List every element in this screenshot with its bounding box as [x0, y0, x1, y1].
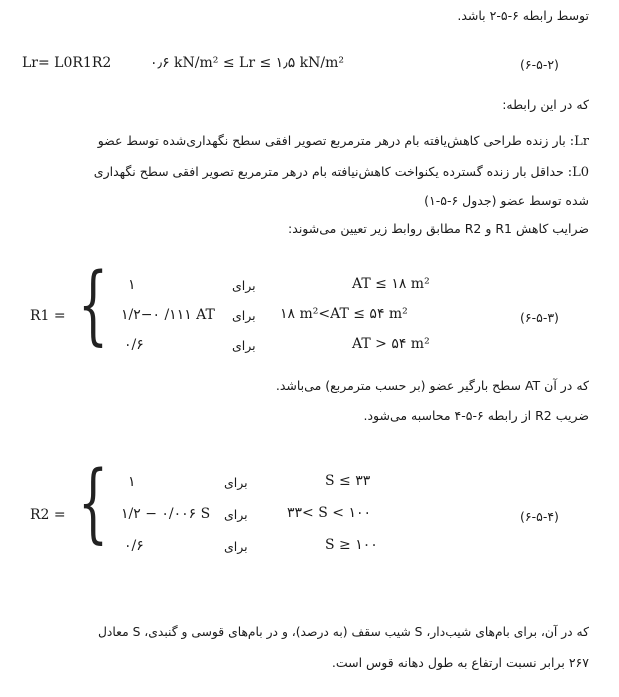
piecewise-value: ۱	[128, 277, 136, 293]
definition-text: حداقل بار زنده گسترده یکنواخت کاهش‌نیافته بام درهر مترمربع تصویر افقی سطح نگهداری	[93, 164, 568, 179]
piecewise-condition: S ≥ ۱۰۰	[325, 537, 378, 553]
piecewise-word: برای	[232, 308, 256, 323]
piecewise-word: برای	[224, 539, 248, 554]
equation-number: (۶-۵-۳)	[520, 310, 559, 325]
left-brace: {	[78, 255, 109, 355]
where-text: که در این رابطه:	[502, 97, 589, 112]
equation-range: ۰٫۶ kN/m² ≤ Lr ≤ ۱٫۵ kN/m²	[150, 55, 345, 71]
definition-l0-continuation: شده توسط عضو (جدول ۶-۵-۱)	[424, 193, 589, 208]
intro-text: توسط رابطه ۶-۵-۲ باشد.	[457, 8, 589, 23]
definition-symbol: Lr:	[569, 134, 589, 149]
equation-lhs: Lr= L0R1R2	[22, 55, 112, 71]
closing-text: که در آن، برای بام‌های شیب‌دار، S شیب سقف (به درصد)، و در بام‌های قوسی و گنبدی، S معادل	[97, 625, 589, 639]
piecewise-value: ۱/۲−۰ /۱۱۱ AT	[121, 307, 215, 323]
piecewise-word: برای	[224, 507, 248, 522]
r2-description: ضریب R2 از رابطه ۶-۵-۴ محاسبه می‌شود.	[363, 408, 589, 423]
definition-l0	[94, 164, 589, 180]
equation-lhs: R2 =	[30, 507, 66, 523]
closing-text: ۲۶۷ برابر نسبت ارتفاع به طول دهانه قوس است.	[331, 655, 589, 670]
piecewise-value: ۰/۶	[124, 337, 144, 353]
piecewise-word: برای	[232, 338, 256, 353]
equation-number: (۶-۵-۲)	[520, 57, 559, 72]
piecewise-value: ۰/۶	[124, 538, 144, 554]
coefficients-text: ضرایب کاهش R1 و R2 مطابق روابط زیر تعیین می‌شوند:	[288, 221, 589, 236]
definition-text: بار زنده طراحی کاهش‌یافته بام درهر مترمربع تصویر افقی سطح نگهداری‌شده توسط عضو	[97, 133, 570, 148]
definition-symbol: L0:	[567, 165, 589, 180]
equation-lhs: R1 =	[30, 308, 66, 324]
piecewise-value: ۱	[128, 474, 136, 490]
piecewise-value: ۱/۲ − ۰/۰۰۶ S	[121, 506, 211, 522]
piecewise-word: برای	[232, 278, 256, 293]
piecewise-condition: ۱۸ m²<AT ≤ ۵۴ m²	[280, 306, 408, 322]
equation-number: (۶-۵-۴)	[520, 509, 559, 524]
piecewise-condition: AT ≤ ۱۸ m²	[352, 276, 430, 292]
piecewise-condition: S ≤ ۳۳	[325, 473, 371, 489]
definition-lr	[98, 133, 589, 149]
piecewise-word: برای	[224, 475, 248, 490]
piecewise-condition: ۳۳< S < ۱۰۰	[287, 505, 371, 521]
left-brace: {	[78, 453, 109, 553]
piecewise-condition: AT > ۵۴ m²	[352, 336, 430, 352]
at-description: که در آن AT سطح بارگیر عضو (بر حسب مترمربع) می‌باشد.	[275, 378, 589, 393]
